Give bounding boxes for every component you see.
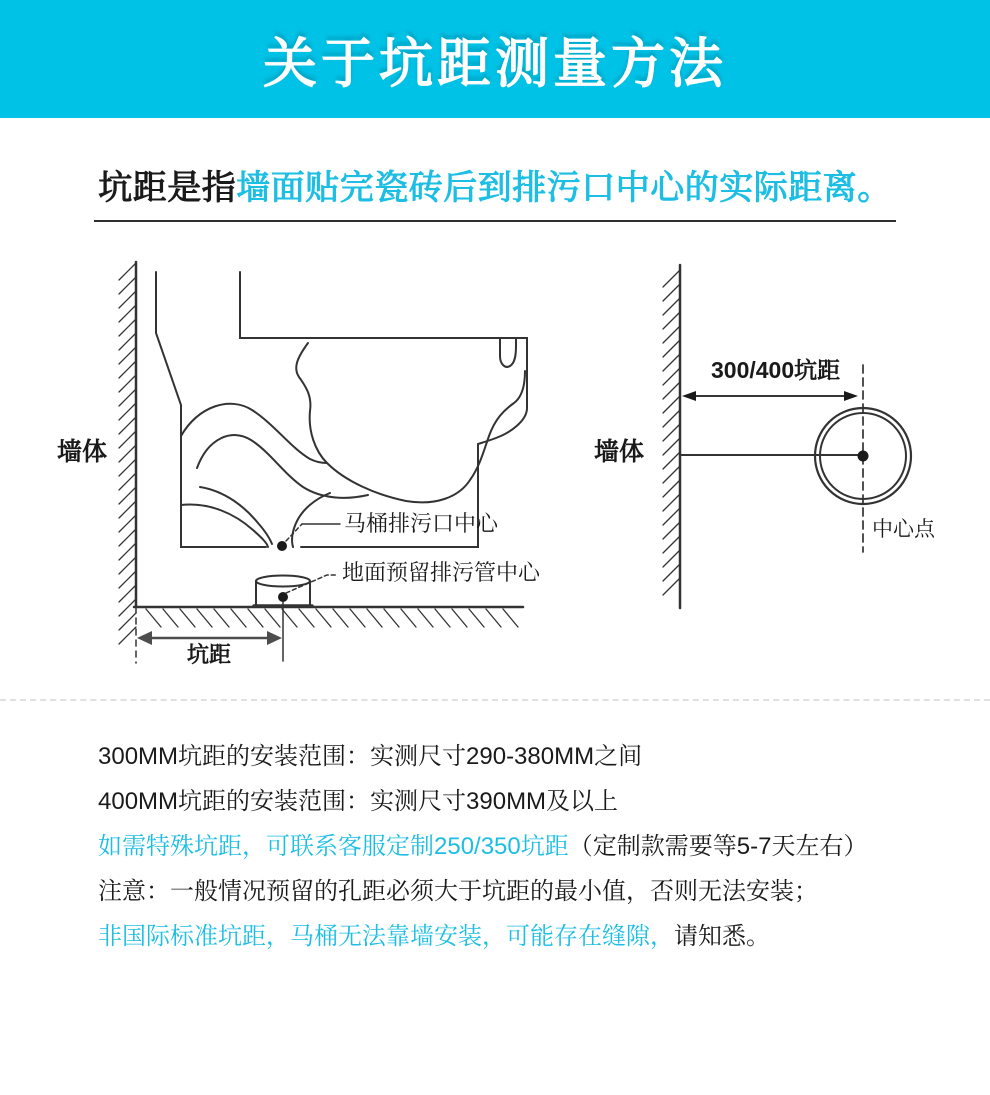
note-segment: （定制款需要等5-7天左右）	[568, 833, 868, 860]
toilet-trap-leg-inner	[200, 487, 272, 544]
left-wall-label: 墙体	[57, 438, 108, 466]
kangju-arrow-head-left	[137, 631, 152, 645]
subtitle-highlight: 墙面贴完瓷砖后到排污口中心的实际距离。	[236, 169, 892, 207]
note-segment: 400MM坑距的安装范围：实测尺寸390MM及以上	[98, 788, 619, 815]
distance-arrow-head-left	[682, 391, 696, 401]
note-segment: 非国际标准坑距，马桶无法靠墙安装，可能存在缝隙，	[98, 923, 674, 950]
note-line	[98, 779, 958, 824]
toilet-trap-lower	[197, 435, 368, 498]
note-line	[98, 869, 958, 914]
note-line	[98, 734, 958, 779]
center-point-dot	[858, 451, 869, 462]
note-segment: 如需特殊坑距，可联系客服定制250/350坑距	[98, 833, 569, 860]
distance-label: 300/400坑距	[711, 357, 841, 383]
pipe-label: 地面预留排污管中心	[342, 560, 541, 585]
right-wall-hatching	[663, 270, 680, 595]
toilet-trap-leg-outer	[181, 505, 268, 547]
note-line	[98, 914, 958, 959]
pipe-top-ellipse	[256, 576, 310, 587]
toilet-rim-hook	[500, 338, 516, 367]
kangju-label: 坑距	[187, 642, 232, 667]
left-wall-hatching	[119, 263, 136, 644]
floor-hatching	[146, 609, 518, 627]
right-wall-label: 墙体	[594, 438, 645, 466]
toilet-outlet-dot	[277, 541, 287, 551]
note-segment: 300MM坑距的安装范围：实测尺寸290-380MM之间	[98, 743, 643, 770]
note-segment: 注意：一般情况预留的孔距必须大于坑距的最小值，否则无法安装；	[98, 878, 818, 905]
center-point-label: 中心点	[872, 518, 935, 541]
subtitle-prefix: 坑距是指	[98, 169, 237, 207]
toilet-drain-right	[292, 493, 330, 547]
notes-block	[98, 734, 958, 959]
toilet-body-right	[240, 272, 527, 547]
dashed-divider	[0, 699, 990, 701]
note-line	[98, 824, 958, 869]
outlet-label: 马桶排污口中心	[344, 511, 499, 536]
toilet-bowl-interior	[296, 343, 525, 502]
pipe-leader-dashed	[286, 575, 338, 593]
distance-arrow-head-right	[844, 391, 858, 401]
kangju-arrow-head-right	[267, 631, 282, 645]
note-segment: 请知悉。	[674, 923, 770, 950]
page-title: 关于坑距测量方法	[263, 33, 727, 94]
